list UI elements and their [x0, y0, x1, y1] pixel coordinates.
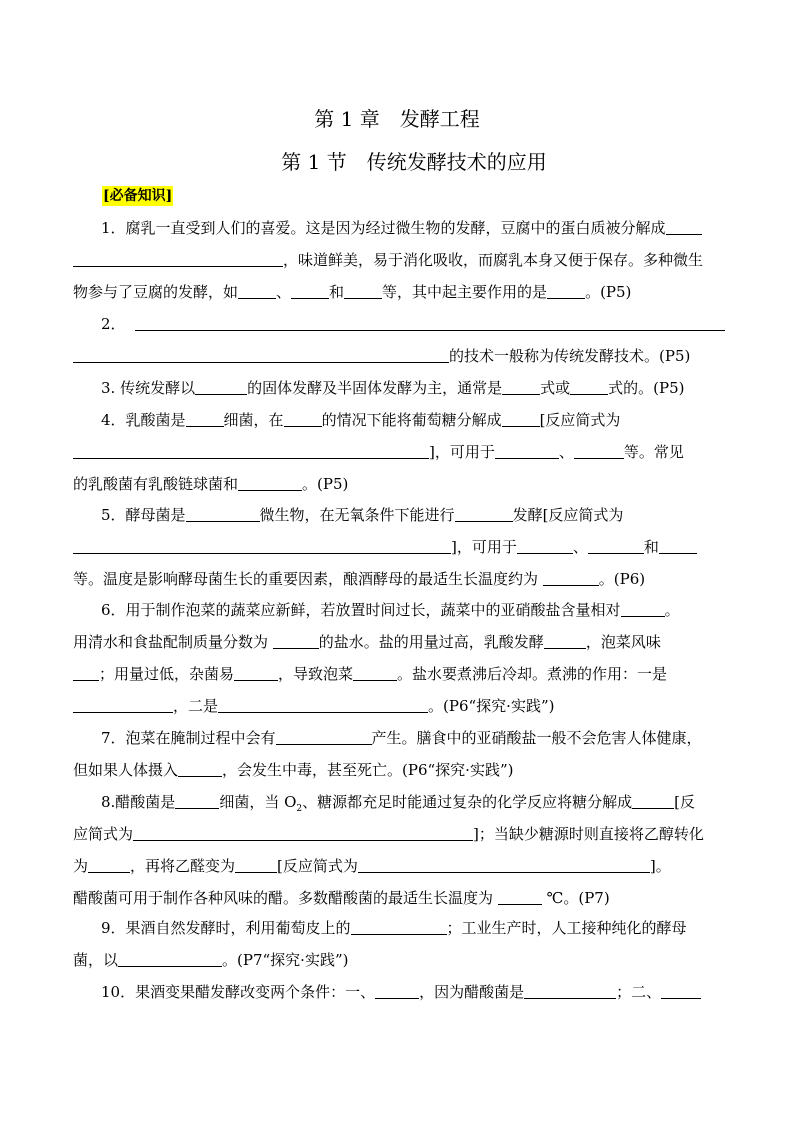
- answer-blank: [455, 506, 513, 522]
- answer-blank: [666, 219, 702, 235]
- answer-blank: [238, 475, 302, 491]
- answer-blank: [547, 283, 585, 299]
- answer-blank: [524, 983, 616, 999]
- answer-blank: [570, 379, 608, 395]
- answer-blank: [632, 793, 674, 809]
- answer-blank: [543, 570, 599, 586]
- answer-blank: [234, 665, 278, 681]
- answer-blank: [175, 793, 219, 809]
- answer-blank: [353, 665, 397, 681]
- answer-blank: [238, 283, 276, 299]
- question-6: 6．用于制作泡菜的蔬菜应新鲜，若放置时间过长，蔬菜中的亚硝酸盐含量相对 。 用清水和食盐配制质量分数为 的盐水。盐的用量过高，乳酸发酵 ，泡菜风味 ；用量过低，杂菌易 ，导致泡菜 。盐水要煮沸后冷却。煮沸的作用：一是 ，二是 。(P6“探究·实践”): [73, 601, 680, 715]
- answer-blank: [135, 315, 725, 331]
- answer-blank: [351, 919, 447, 935]
- answer-blank: [218, 697, 428, 713]
- answer-blank: [73, 538, 451, 554]
- question-9: 9．果酒自然发酵时，利用葡萄皮上的 ；工业生产时，人工接种纯化的酵母 菌，以 。(P7“探究·实践”): [73, 919, 687, 969]
- answer-blank: [291, 283, 329, 299]
- answer-blank: [621, 601, 665, 617]
- answer-blank: [73, 665, 99, 681]
- question-3: 3. 传统发酵以 的固体发酵及半固体发酵为主，通常是 式或 式的。(P5): [101, 379, 685, 397]
- answer-blank: [659, 538, 697, 554]
- answer-blank: [358, 857, 650, 873]
- answer-blank: [73, 697, 173, 713]
- answer-blank: [118, 951, 222, 967]
- answer-blank: [588, 538, 644, 554]
- answer-blank: [186, 506, 260, 522]
- answer-blank: [344, 283, 382, 299]
- question-10: 10．果酒变果醋发酵改变两个条件：一、 ，因为醋酸菌是 ；二、: [73, 976, 721, 1008]
- answer-blank: [133, 825, 473, 841]
- answer-blank: [517, 538, 573, 554]
- chapter-title: 第 1 章 发酵工程: [314, 107, 480, 131]
- answer-blank: [235, 857, 277, 873]
- section-title: 第 1 节 传统发酵技术的应用: [281, 150, 547, 174]
- answer-blank: [73, 347, 449, 363]
- question-2: 2． 的技术一般称为传统发酵技术。(P5): [73, 308, 721, 372]
- section-label: [必备知识]: [103, 188, 173, 204]
- answer-blank: [73, 443, 429, 459]
- answer-blank: [544, 633, 586, 649]
- question-7: 7．泡菜在腌制过程中会有 产生。膳食中的亚硝酸盐一般不会危害人体健康， 但如果人体摄入 ，会发生中毒，甚至死亡。(P6“探究·实践”): [73, 729, 702, 779]
- question-5: 5．酵母菌是 微生物，在无氧条件下能进行 发酵[反应简式为 ]，可用于 、 和 等。温度是影响酵母菌生长的重要因素，酿酒酵母的最适生长温度约为 。(P6): [73, 499, 721, 595]
- answer-blank: [495, 443, 559, 459]
- answer-blank: [502, 379, 540, 395]
- answer-blank: [375, 983, 419, 999]
- question-4: 4．乳酸菌是 细菌，在 的情况下能将葡萄糖分解成 [反应简式为 ]，可用于 、 等。常见 的乳酸菌有乳酸链球菌和 。(P5): [73, 411, 684, 493]
- answer-blank: [186, 411, 224, 427]
- answer-blank: [178, 761, 222, 777]
- answer-blank: [73, 251, 283, 267]
- answer-blank: [273, 633, 319, 649]
- answer-blank: [284, 411, 322, 427]
- question-1: 1．腐乳一直受到人们的喜爱。这是因为经过微生物的发酵，豆腐中的蛋白质被分解成 ，味道鲜美，易于消化吸收，而腐乳本身又便于保存。多种微生 物参与了豆腐的发酵，如 、 和 等，其中起主要作用的是 。(P5): [73, 219, 704, 301]
- answer-blank: [195, 379, 247, 395]
- answer-blank: [88, 857, 130, 873]
- answer-blank: [502, 411, 540, 427]
- answer-blank: [498, 889, 542, 905]
- answer-blank: [276, 729, 372, 745]
- answer-blank: [574, 443, 624, 459]
- question-8: 8.醋酸菌是 细菌，当 $O_2$、糖源都充足时能通过复杂的化学反应将糖分解成 [反 应简式为 ]；当缺少糖源时则直接将乙醇转化 为 ，再将乙醛变为 [反应简式为 ]。 醋酸菌可用于制作各种风味的醋。多数醋酸菌的最适生长温度为 ℃。(P7): [73, 793, 704, 907]
- answer-blank: [661, 983, 701, 999]
